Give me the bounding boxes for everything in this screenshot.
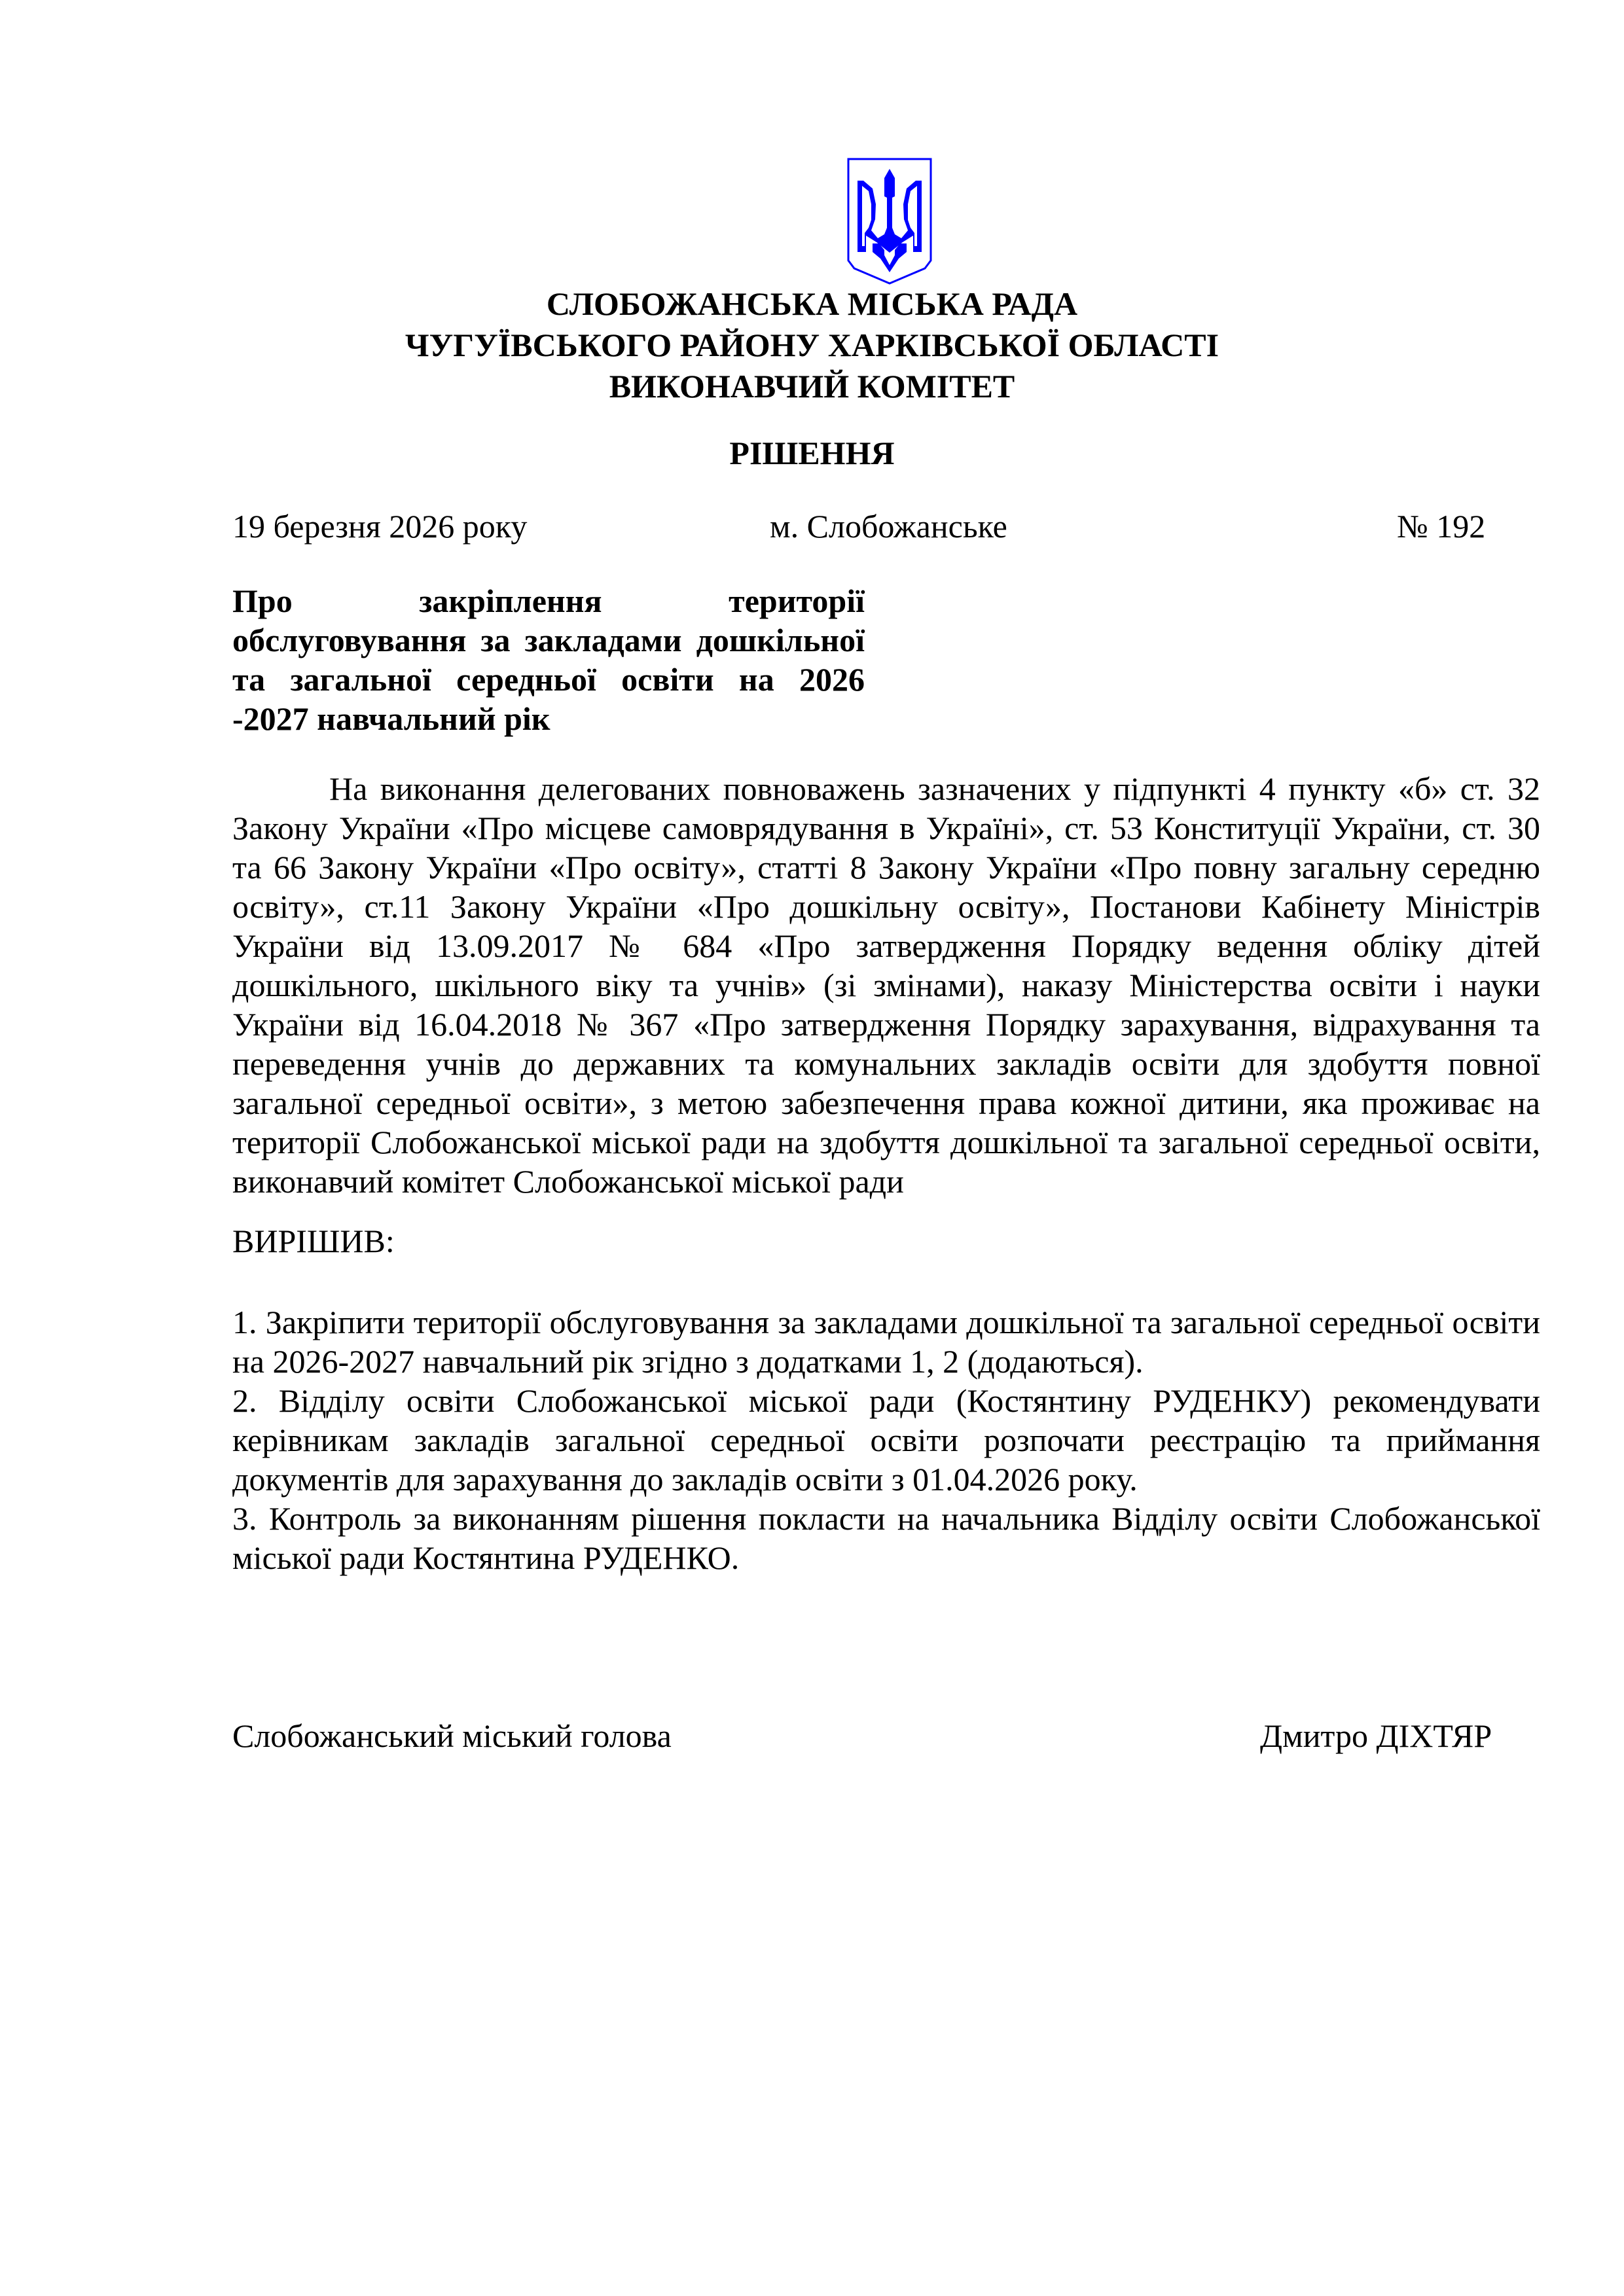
resolution-item: 3. Контроль за виконанням рішення покласти на начальника Відділу освіти Слобожанської міської ради Костянтина РУДЕНКО. xyxy=(232,1500,1540,1576)
resolution-item: 1. Закріпити території обслуговування за закладами дошкільної та загальної середньої освіти на 2026-2027 навчальний рік згідно з додатками 1, 2 (додаються). xyxy=(232,1304,1540,1380)
signatory-role: Слобожанський міський голова xyxy=(232,1717,672,1754)
resolved-label: ВИРІШИВ: xyxy=(232,1223,395,1259)
decision-number: № 192 xyxy=(1397,508,1486,545)
council-name: СЛОБОЖАНСЬКА МІСЬКА РАДА xyxy=(546,285,1078,322)
resolution-items xyxy=(232,1302,1540,1577)
decision-date: 19 березня 2026 року xyxy=(232,508,528,545)
document-type-title: РІШЕННЯ xyxy=(729,435,895,471)
executive-committee: ВИКОНАВЧИЙ КОМІТЕТ xyxy=(609,368,1015,404)
decision-place: м. Слобожанське xyxy=(770,508,1007,545)
resolution-item: 2. Відділу освіти Слобожанської міської ради (Костянтину РУДЕНКУ) рекомендувати керівникам закладів загальної середньої освіти розпочати реєстрацію та приймання документів для зарахування до закладів освіти з 01.04.2026 року. xyxy=(232,1382,1540,1498)
council-header xyxy=(0,283,1624,407)
preamble-paragraph: На виконання делегованих повноважень зазначених у підпункті 4 пункту «б» ст. 32 Закону України «Про місцеве самоврядування в Україні», ст. 53 Конституції України, ст. 30 та 66 Закону України «Про освіту», статті 8 Закону України «Про повну загальну середню освіту», ст.11 Закону України «Про дошкільну освіту», Постанови Кабінету Міністрів України від 13.09.2017 № 684 «Про затвердження Порядку ведення обліку дітей дошкільного, шкільного віку та учнів» (зі змінами), наказу Міністерства освіти і науки України від 16.04.2018 № 367 «Про затвердження Порядку зарахування, відрахування та переведення учнів до державних та комунальних закладів освіти для здобуття повної загальної середньої освіти», з метою забезпечення права кожної дитини, яка проживає на території Слобожанської міської ради на здобуття дошкільної та загальної середньої освіти, виконавчий комітет Слобожанської міської ради xyxy=(232,770,1540,1200)
signatory-name: Дмитро ДІХТЯР xyxy=(1260,1717,1492,1754)
coat-of-arms-trident-icon xyxy=(846,157,933,285)
district-region: ЧУГУЇВСЬКОГО РАЙОНУ ХАРКІВСЬКОЇ ОБЛАСТІ xyxy=(405,327,1219,363)
decision-subject: Про закріплення території обслуговування за закладами дошкільної та загальної середньої освіти на 2026 -2027 навчальний рік xyxy=(232,583,865,737)
